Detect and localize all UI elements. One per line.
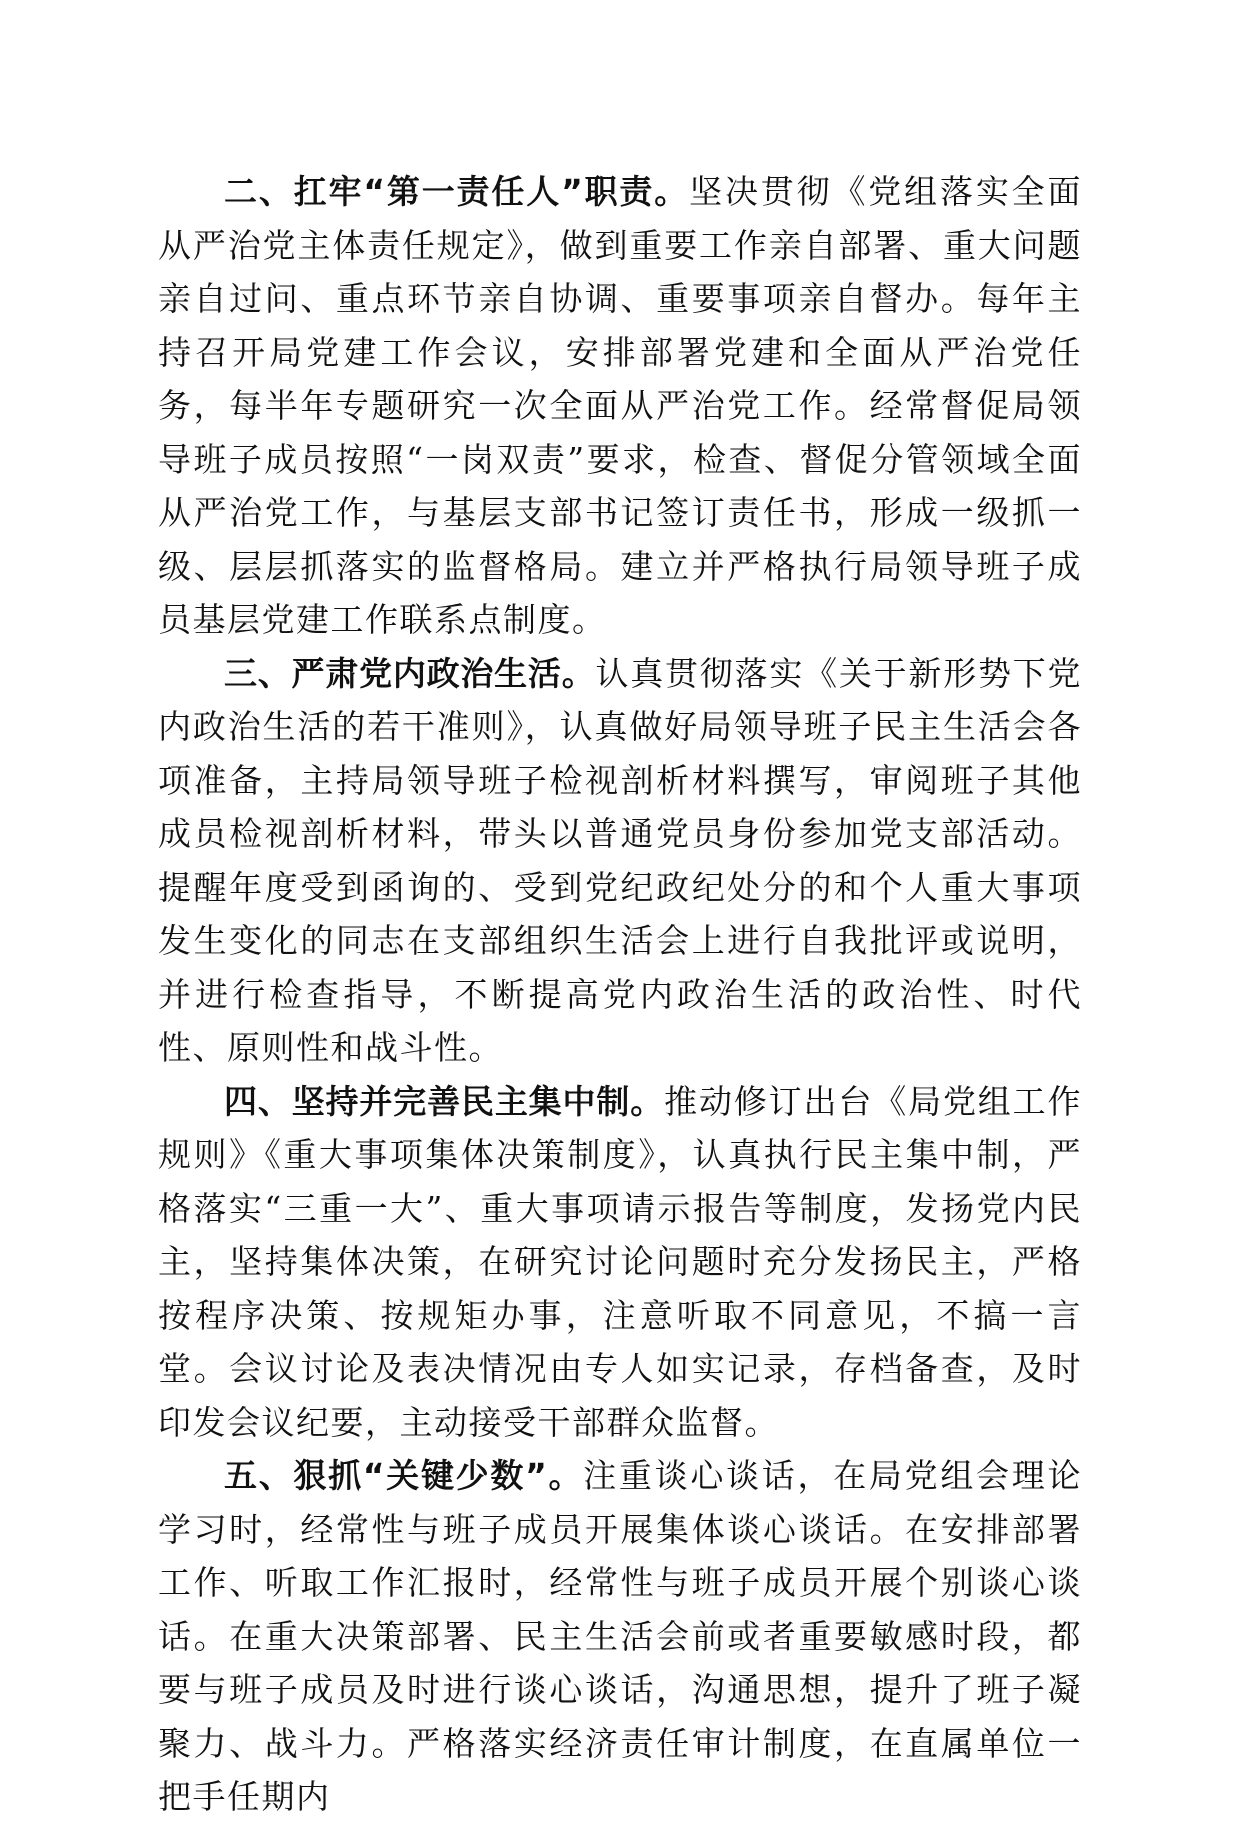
section-heading: 四、坚持并完善民主集中制。 [224,1081,665,1121]
paragraph-section-2 [158,165,1082,647]
section-body: 推动修订出台《局党组工作规则》《重大事项集体决策制度》，认真执行民主集中制，严格落实“三重一大”、重大事项请示报告等制度，发扬党内民主，坚持集体决策，在研究讨论问题时充分发扬民主，严格按程序决策、按规矩办事，注意听取不同意见，不搞一言堂。会议讨论及表决情况由专人如实记录，存档备查，及时印发会议纪要，主动接受干部群众监督。 [158,1081,1083,1442]
section-heading: 二、扛牢“第一责任人”职责。 [224,172,690,211]
section-body: 坚决贯彻《党组落实全面从严治党主体责任规定》，做到重要工作亲自部署、重大问题亲自过问、重点环节亲自协调、重要事项亲自督办。每年主持召开局党建工作会议，安排部署党建和全面从严治党任务，每半年专题研究一次全面从严治党工作。经常督促局领导班子成员按照“一岗双责”要求，检查、督促分管领域全面从严治党工作，与基层支部书记签订责任书，形成一级抓一级、层层抓落实的监督格局。建立并严格执行局领导班子成员基层党建工作联系点制度。 [158,172,1082,639]
paragraph-section-5 [158,1449,1082,1824]
section-heading: 五、狠抓“关键少数”。 [224,1456,584,1495]
paragraph-section-3 [158,647,1082,1075]
document-body [158,165,1082,1824]
section-body: 注重谈心谈话，在局党组会理论学习时，经常性与班子成员开展集体谈心谈话。在安排部署工作、听取工作汇报时，经常性与班子成员开展个别谈心谈话。在重大决策部署、民主生活会前或者重要敏感时段，都要与班子成员及时进行谈心谈话，沟通思想，提升了班子凝聚力、战斗力。严格落实经济责任审计制度，在直属单位一把手任期内 [158,1456,1082,1816]
section-body: 认真贯彻落实《关于新形势下党内政治生活的若干准则》，认真做好局领导班子民主生活会各项准备，主持局领导班子检视剖析材料撰写，审阅班子其他成员检视剖析材料，带头以普通党员身份参加党支部活动。提醒年度受到函询的、受到党纪政纪处分的和个人重大事项发生变化的同志在支部组织生活会上进行自我批评或说明，并进行检查指导，不断提高党内政治生活的政治性、时代性、原则性和战斗性。 [158,653,1083,1067]
paragraph-section-4 [158,1075,1082,1450]
section-heading: 三、严肃党内政治生活。 [224,653,596,693]
